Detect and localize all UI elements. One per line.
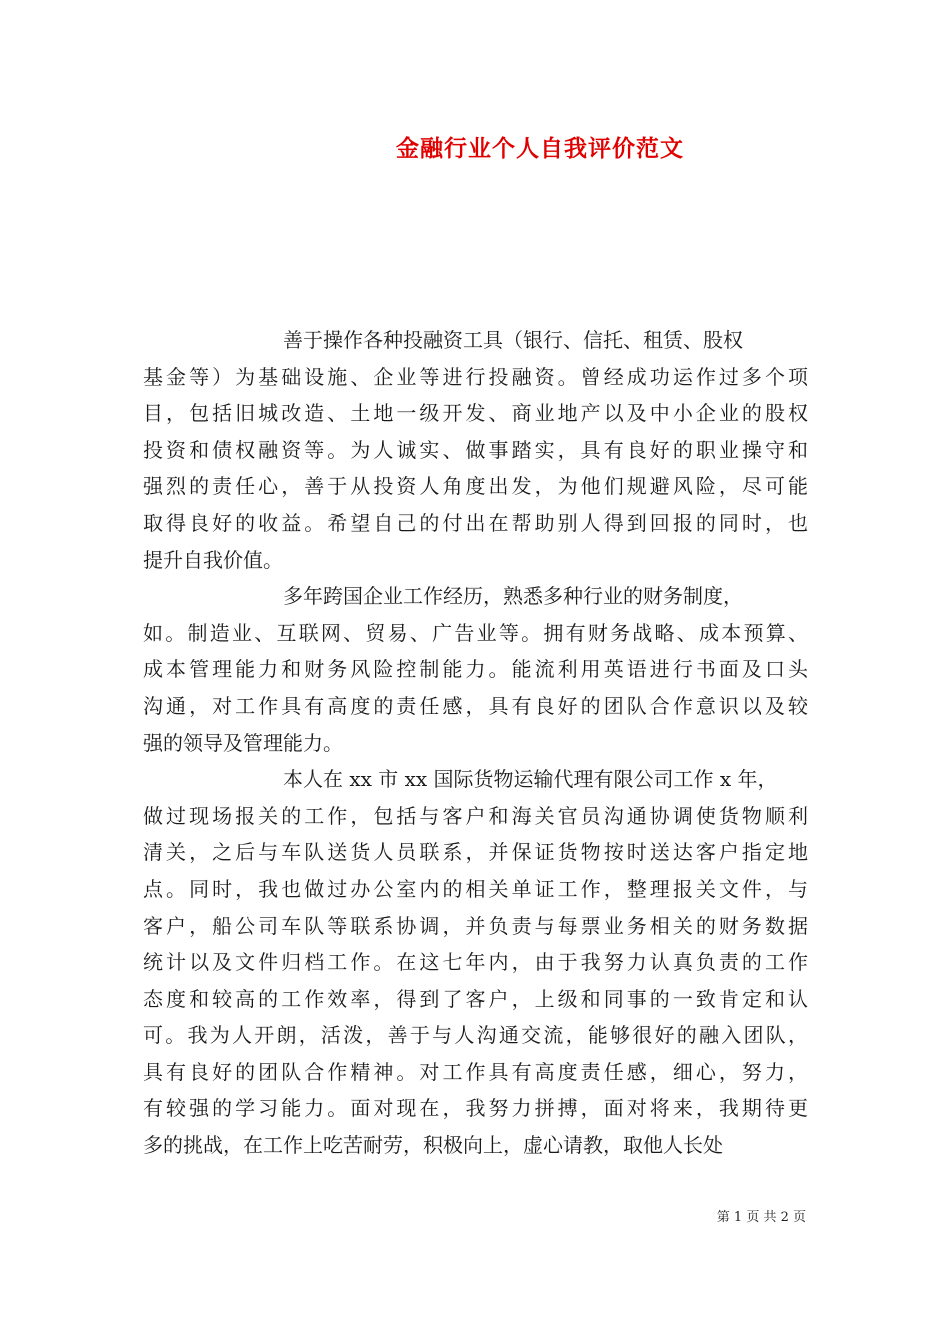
document-body [143, 322, 808, 1164]
body-line: 有较强的学习能力。面对现在，我努力拼搏，面对将来，我期待更 [143, 1096, 808, 1121]
page-footer: 第 1 页 共 2 页 [716, 1210, 806, 1225]
document-title: 金融行业个人自我评价范文 [396, 135, 684, 162]
body-line: 具有良好的团队合作精神。对工作具有高度责任感，细心，努力， [143, 1059, 808, 1084]
body-line: 如。制造业、互联网、贸易、广告业等。拥有财务战略、成本预算、 [143, 620, 808, 645]
body-line: 提升自我价值。 [143, 547, 283, 572]
body-line: 沟通，对工作具有高度的责任感，具有良好的团队合作意识以及较 [143, 693, 808, 718]
body-line: 成本管理能力和财务风险控制能力。能流利用英语进行书面及口头 [143, 657, 808, 682]
body-line: 取得良好的收益。希望自己的付出在帮助别人得到回报的同时，也 [143, 510, 808, 535]
body-line: 态度和较高的工作效率，得到了客户，上级和同事的一致肯定和认 [143, 986, 808, 1011]
body-line: 多的挑战，在工作上吃苦耐劳，积极向上，虚心请教，取他人长处 [143, 1133, 723, 1158]
body-line: 目，包括旧城改造、土地一级开发、商业地产以及中小企业的股权 [143, 401, 808, 426]
body-line: 统计以及文件归档工作。在这七年内，由于我努力认真负责的工作 [143, 950, 808, 975]
body-line: 清关，之后与车队送货人员联系，并保证货物按时送达客户指定地 [143, 840, 808, 865]
body-line: 做过现场报关的工作，包括与客户和海关官员沟通协调使货物顺利 [143, 803, 808, 828]
body-line: 善于操作各种投融资工具（银行、信托、租赁、股权 [283, 328, 743, 352]
body-line: 强的领导及管理能力。 [143, 730, 343, 755]
body-line: 可。我为人开朗，活泼，善于与人沟通交流，能够很好的融入团队， [143, 1023, 808, 1048]
body-line: 基金等）为基础设施、企业等进行投融资。曾经成功运作过多个项 [143, 364, 808, 389]
body-line: 本人在 xx 市 xx 国际货物运输代理有限公司工作 x 年， [283, 767, 778, 792]
body-line: 客户，船公司车队等联系协调，并负责与每票业务相关的财务数据 [143, 913, 808, 938]
body-line: 强烈的责任心，善于从投资人角度出发，为他们规避风险，尽可能 [143, 474, 808, 499]
body-line: 点。同时，我也做过办公室内的相关单证工作，整理报关文件，与 [143, 876, 808, 901]
body-line: 投资和债权融资等。为人诚实、做事踏实，具有良好的职业操守和 [143, 437, 808, 462]
body-line: 多年跨国企业工作经历，熟悉多种行业的财务制度， [283, 584, 743, 609]
